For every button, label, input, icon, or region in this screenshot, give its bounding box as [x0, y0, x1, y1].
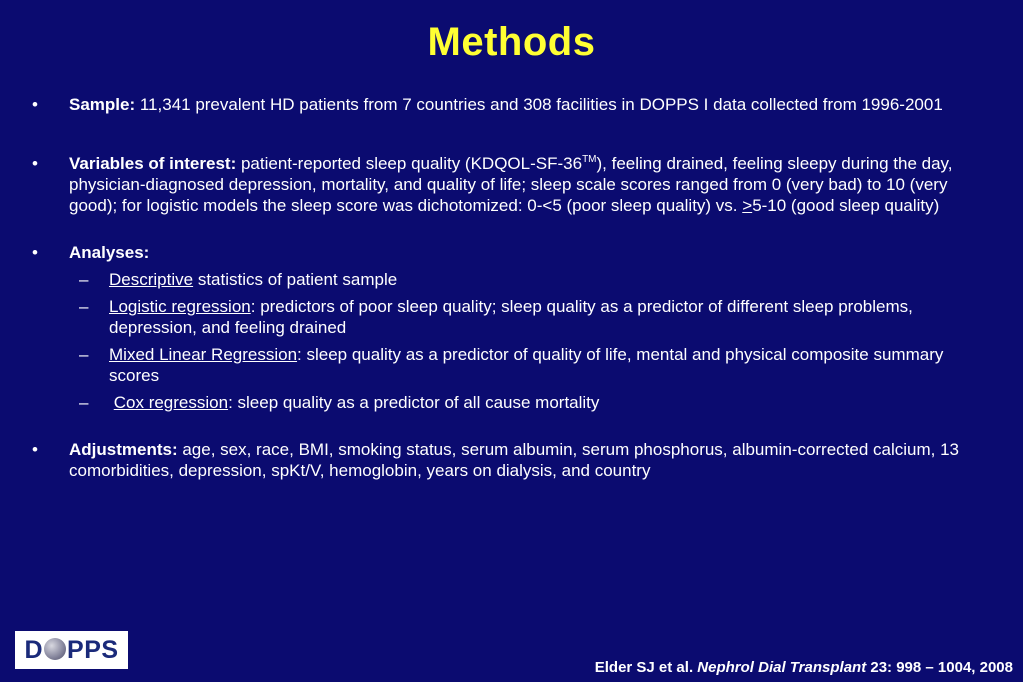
- analysis-item-logistic: [69, 296, 997, 338]
- variables-label: Variables of interest:: [69, 154, 237, 173]
- sample-label: Sample:: [69, 95, 136, 114]
- analysis-term: Cox regression: [113, 393, 229, 412]
- variables-text-a: patient-reported sleep quality (KDQOL-SF-36: [236, 154, 583, 173]
- analysis-text: : sleep quality as a predictor of quality of life, mental and physical composite summary scores: [109, 345, 944, 385]
- dash-icon: –: [79, 345, 89, 364]
- analysis-text: statistics of patient sample: [193, 270, 398, 289]
- bullet-analyses: [32, 242, 997, 413]
- analysis-term: Descriptive: [109, 270, 194, 289]
- bullet-icon: •: [32, 154, 38, 173]
- analysis-text: : predictors of poor sleep quality; sleep quality as a predictor of different sleep problems, depression, and feeling drained: [109, 297, 913, 337]
- dopps-logo: [15, 631, 128, 669]
- analysis-text: : sleep quality as a predictor of all cause mortality: [228, 393, 600, 412]
- bullet-icon: •: [32, 440, 38, 459]
- bullet-icon: •: [32, 243, 38, 262]
- dash-icon: –: [79, 270, 89, 289]
- adjustments-label: Adjustments:: [69, 440, 178, 459]
- analysis-item-descriptive: [69, 269, 997, 290]
- bullet-sample: [32, 94, 997, 115]
- analyses-label: Analyses:: [69, 243, 150, 262]
- adjustments-text: age, sex, race, BMI, smoking status, serum albumin, serum phosphorus, albumin-corrected calcium, 13 comorbidities, depression, spKt/V, hemoglobin, years on dialysis, and country: [69, 440, 960, 480]
- citation-journal: Nephrol Dial Transplant: [697, 659, 867, 676]
- dash-icon: –: [79, 297, 89, 316]
- logo-letters-pps: PPS: [67, 635, 119, 664]
- analysis-term: Logistic regression: [109, 297, 251, 316]
- analysis-item-cox: [69, 392, 997, 413]
- bullet-variables: [32, 153, 997, 216]
- bullet-adjustments: [32, 439, 997, 481]
- variables-text-c: 5-10 (good sleep quality): [752, 196, 940, 215]
- citation: [595, 659, 1013, 676]
- ge-symbol: >: [742, 196, 753, 215]
- citation-authors: Elder SJ et al.: [594, 659, 698, 676]
- variables-text-b: ), feeling drained, feeling sleepy during the day, physician-diagnosed depression, mortality, and quality of life; sleep scale scores ranged from 0 (very bad) to 10 (very good); for logistic models the sleep score was dichotomized: 0-<5 (poor sleep quality) vs.: [69, 154, 953, 215]
- slide-title: Methods: [427, 20, 596, 64]
- logo-letter-d: D: [24, 635, 44, 664]
- bullet-icon: •: [32, 95, 38, 114]
- globe-icon: [44, 638, 66, 660]
- citation-details: 23: 998 – 1004, 2008: [866, 659, 1013, 676]
- trademark-sup: TM: [582, 154, 597, 165]
- analysis-item-mixed-linear: [69, 344, 997, 386]
- sample-text: 11,341 prevalent HD patients from 7 countries and 308 facilities in DOPPS I data collected from 1996-2001: [135, 95, 943, 114]
- slide-content: [32, 94, 997, 501]
- dash-icon: –: [79, 393, 89, 412]
- analysis-term: Mixed Linear Regression: [109, 345, 298, 364]
